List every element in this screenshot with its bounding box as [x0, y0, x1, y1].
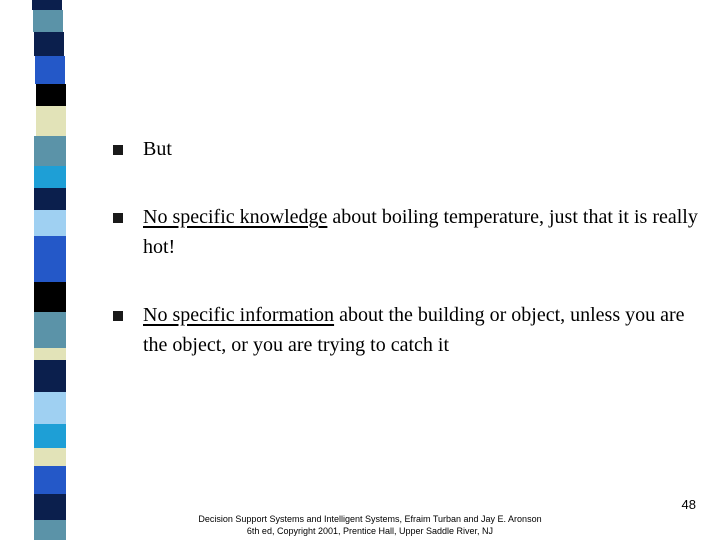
item-text: about boiling temperature, just that it is really hot!	[143, 206, 698, 258]
stripe-block	[34, 188, 66, 210]
stripe-block	[34, 360, 66, 392]
stripe-block	[34, 494, 66, 520]
stripe-block	[35, 56, 65, 84]
footer-line-1: Decision Support Systems and Intelligent Systems, Efraim Turban and Jay E. Aronson	[198, 514, 542, 524]
square-bullet-icon	[113, 311, 123, 321]
page-number: 48	[681, 497, 696, 512]
bullet-item-3	[143, 300, 708, 360]
stripe-block	[34, 282, 66, 312]
stripe-pattern	[0, 0, 70, 540]
stripe-block	[34, 210, 66, 236]
bullet-item-1	[143, 134, 708, 164]
stripe-block	[32, 0, 62, 10]
square-bullet-icon	[113, 145, 123, 155]
item-emphasis: No specific knowledge	[143, 206, 328, 228]
stripe-block	[34, 348, 66, 360]
stripe-block	[33, 10, 63, 32]
stripe-block	[36, 106, 66, 136]
stripe-block	[34, 424, 66, 448]
square-bullet-icon	[113, 213, 123, 223]
bullet-item-2	[143, 202, 708, 262]
stripe-block	[34, 448, 66, 466]
item-text: But	[143, 138, 172, 160]
stripe-block	[36, 84, 66, 106]
stripe-block	[34, 520, 66, 540]
stripe-block	[34, 166, 66, 188]
stripe-block	[34, 32, 64, 56]
item-text: about the building or object, unless you are the object, or you are trying to catch it	[143, 304, 685, 356]
footer-citation	[150, 513, 590, 537]
stripe-block	[34, 236, 66, 282]
footer-line-2: 6th ed, Copyright 2001, Prentice Hall, Upper Saddle River, NJ	[246, 526, 494, 536]
item-emphasis: No specific information	[143, 304, 335, 326]
stripe-block	[34, 466, 66, 494]
stripe-block	[34, 136, 66, 166]
stripe-block	[34, 312, 66, 348]
stripe-block	[34, 392, 66, 424]
